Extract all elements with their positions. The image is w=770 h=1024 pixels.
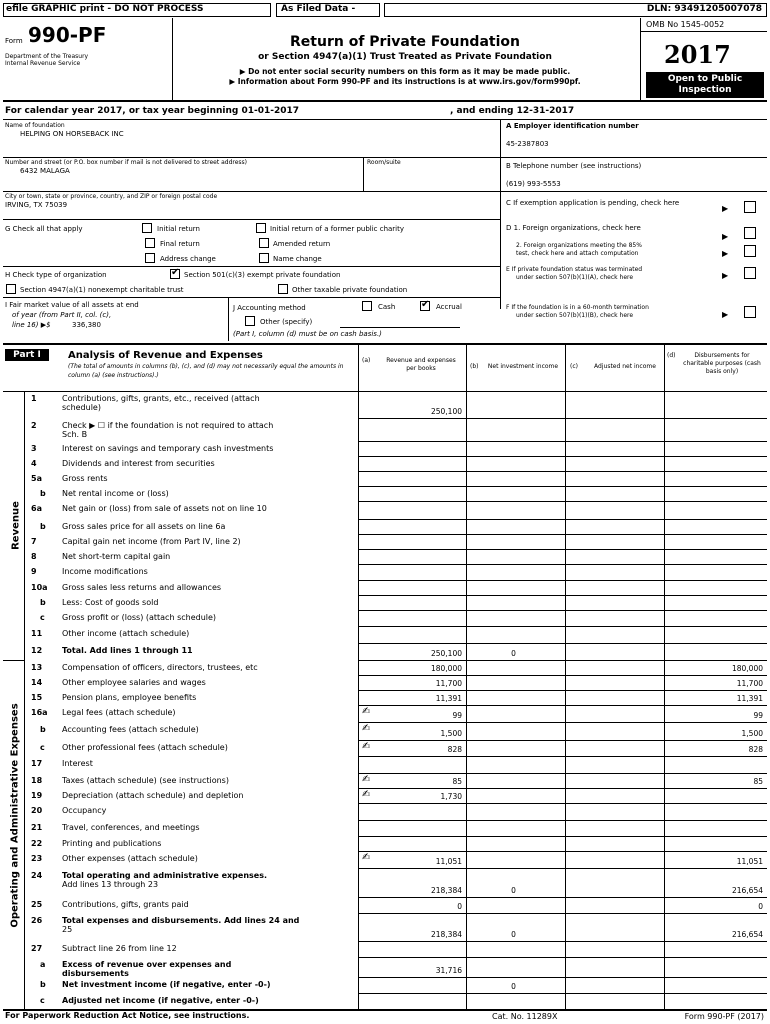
row-line <box>358 756 767 757</box>
row-line <box>358 595 767 596</box>
accrual-checkbox[interactable] <box>420 301 430 311</box>
attachment-icon[interactable]: ✍ <box>362 852 371 863</box>
row-label: Other employee salaries and wages <box>62 678 206 687</box>
cell-d: 216,654 <box>731 930 763 939</box>
room-label: Room/suite <box>367 159 401 166</box>
row-number: 22 <box>31 839 43 848</box>
row-number: 6a <box>31 504 42 513</box>
row-number: 24 <box>31 871 43 880</box>
row-label: Interest <box>62 759 93 768</box>
info-note: ▶ Information about Form 990-PF and its instructions is at www.irs.gov/form990pf. <box>229 77 581 86</box>
banner-left-text: efile GRAPHIC print - DO NOT PROCESS <box>6 4 204 14</box>
row-number: 25 <box>31 900 43 909</box>
row-line <box>358 941 767 942</box>
row-line <box>358 501 767 502</box>
row-label: Excess of revenue over expenses and <box>62 960 232 969</box>
cell-b: 0 <box>511 649 516 658</box>
city-label: City or town, state or province, country, and ZIP or foreign postal code <box>5 193 218 200</box>
dln-number: DLN: 93491205007078 <box>646 4 762 14</box>
row-line <box>358 740 767 741</box>
other-taxable-checkbox[interactable] <box>278 284 288 294</box>
row-label: Income modifications <box>62 567 148 576</box>
fmv-label-3: line 16) ▶$ <box>12 321 51 329</box>
row-number: 12 <box>31 646 43 655</box>
banner-mid-text: As Filed Data - <box>281 4 356 14</box>
row-line <box>358 977 767 978</box>
cell-a: 85 <box>452 777 462 786</box>
acct-method-label: J Accounting method <box>233 304 306 312</box>
cell-b: 0 <box>511 886 516 895</box>
row-label-cont: schedule) <box>62 403 101 412</box>
row-label: Net gain or (loss) from sale of assets not on line 10 <box>62 504 267 513</box>
f-label-1: F If the foundation is in a 60-month termination <box>506 304 649 311</box>
footer-cat: Cat. No. 11289X <box>492 1012 558 1021</box>
row-number: 5a <box>31 474 42 483</box>
final-return-checkbox[interactable] <box>145 238 155 248</box>
row-label: Travel, conferences, and meetings <box>62 823 200 832</box>
arrow-c-icon: ▶ <box>722 204 729 213</box>
row-label: Other income (attach schedule) <box>62 629 190 638</box>
row-label: Contributions, gifts, grants, etc., received (attach <box>62 394 260 403</box>
final-return-label: Final return <box>160 240 200 248</box>
initial-former-checkbox[interactable] <box>256 223 266 233</box>
row-label: Net investment income (if negative, enter -0-) <box>62 980 271 989</box>
d1-label: D 1. Foreign organizations, check here <box>506 224 641 232</box>
row-number: 13 <box>31 663 43 672</box>
row-label: Subtract line 26 from line 12 <box>62 944 177 953</box>
cell-d: 11,700 <box>736 679 763 688</box>
row-label: Gross rents <box>62 474 108 483</box>
cell-a: 218,384 <box>430 930 462 939</box>
row-line <box>358 788 767 789</box>
arrow-d2-icon: ▶ <box>722 249 729 258</box>
row-line <box>358 519 767 520</box>
calendar-line <box>3 119 767 120</box>
cell-a: 99 <box>452 711 462 720</box>
fmv-label-1: I Fair market value of all assets at end <box>5 301 139 309</box>
row-line <box>358 456 767 457</box>
row-line <box>358 610 767 611</box>
ein-value: 45-2387803 <box>506 140 549 148</box>
cell-d: 180,000 <box>731 664 763 673</box>
row-label: Capital gain net income (from Part IV, line 2) <box>62 537 241 546</box>
row-number: 8 <box>31 552 37 561</box>
name-change-label: Name change <box>273 255 322 263</box>
row-number: b <box>40 522 46 531</box>
row-line <box>358 675 767 676</box>
row-number: b <box>40 489 46 498</box>
row-line <box>358 993 767 994</box>
row-label: Depreciation (attach schedule) and depletion <box>62 791 244 800</box>
open-public-badge <box>646 72 764 98</box>
row-label: Other professional fees (attach schedule) <box>62 743 228 752</box>
form-name: 990-PF <box>28 23 107 47</box>
ein-label: A Employer identification number <box>506 122 639 130</box>
side-expenses-label: Operating and Administrative Expenses <box>9 703 21 928</box>
cell-a: 31,716 <box>435 966 462 975</box>
org-line-3 <box>3 219 500 220</box>
initial-return-checkbox[interactable] <box>142 223 152 233</box>
cell-a: 1,500 <box>440 729 462 738</box>
row-line <box>358 660 767 661</box>
row-line <box>358 803 767 804</box>
arrow-f-icon: ▶ <box>722 310 729 319</box>
amended-return-label: Amended return <box>273 240 331 248</box>
other-method-checkbox[interactable] <box>245 316 255 326</box>
row-number: 1 <box>31 394 37 403</box>
row-label: Interest on savings and temporary cash investments <box>62 444 274 453</box>
accrual-label: Accrual <box>436 303 462 311</box>
initial-return-label: Initial return <box>157 225 200 233</box>
col-c-header: Adjusted net income <box>594 363 656 370</box>
col-b-header: Net investment income <box>487 363 559 370</box>
cell-b: 0 <box>511 930 516 939</box>
row-label: Less: Cost of goods sold <box>62 598 159 607</box>
row-label-cont: disbursements <box>62 969 129 978</box>
row-number: 9 <box>31 567 37 576</box>
row-line <box>358 722 767 723</box>
address-change-label: Address change <box>160 255 216 263</box>
row-label: Dividends and interest from securities <box>62 459 215 468</box>
trust-checkbox[interactable] <box>6 284 16 294</box>
phone-label: B Telephone number (see instructions) <box>506 162 642 170</box>
row-number: 4 <box>31 459 37 468</box>
row-number: 11 <box>31 629 43 638</box>
row-number: 20 <box>31 806 43 815</box>
footer-form: Form 990-PF (2017) <box>684 1012 764 1021</box>
org-name-label: Name of foundation <box>5 122 65 129</box>
form-subtitle: or Section 4947(a)(1) Trust Treated as Private Foundation <box>258 52 552 62</box>
attachment-icon[interactable]: ✍ <box>362 789 371 800</box>
phone-value: (619) 993-5553 <box>506 180 561 188</box>
cash-basis-note: (Part I, column (d) must be on cash basis.) <box>233 330 382 338</box>
row-line <box>358 580 767 581</box>
row-number: 14 <box>31 678 43 687</box>
row-label: Printing and publications <box>62 839 162 848</box>
d2-label-b: test, check here and attach computation <box>516 250 639 257</box>
row-label: Total. Add lines 1 through 11 <box>62 646 193 655</box>
cell-d: 0 <box>758 902 763 911</box>
form-title: Return of Private Foundation <box>290 34 520 50</box>
cell-d: 216,654 <box>731 886 763 895</box>
cell-a: 11,391 <box>435 694 462 703</box>
row-label: Net short-term capital gain <box>62 552 171 561</box>
row-line <box>358 626 767 627</box>
status-terminated-checkbox[interactable] <box>744 267 756 279</box>
street-value: 6432 MALAGA <box>20 167 70 175</box>
omb-number: OMB No 1545-0052 <box>646 20 725 29</box>
row-line <box>358 643 767 644</box>
row-line <box>358 471 767 472</box>
exemption-label: C If exemption application is pending, check here <box>506 199 680 207</box>
col-d-tag: (d) <box>667 352 676 359</box>
cell-a: 218,384 <box>430 886 462 895</box>
cash-label: Cash <box>378 303 396 311</box>
col-a-tag: (a) <box>362 357 371 364</box>
attachment-icon[interactable]: ✍ <box>362 723 371 734</box>
c3-label: Section 501(c)(3) exempt private foundation <box>184 271 341 279</box>
part1-top-line <box>3 343 767 345</box>
side-divider <box>24 391 25 1009</box>
irs-label: Internal Revenue Service <box>5 60 81 67</box>
cell-a: 0 <box>457 902 462 911</box>
row-number: 27 <box>31 944 43 953</box>
row-number: 26 <box>31 916 43 925</box>
arrow-e-icon: ▶ <box>722 271 729 280</box>
row-label: Net rental income or (loss) <box>62 489 169 498</box>
row-line <box>358 564 767 565</box>
row-line <box>358 549 767 550</box>
col-a-header: Revenue and expenses per books <box>386 357 456 372</box>
check-g-label: G Check all that apply <box>5 225 83 233</box>
c3-checkbox[interactable] <box>170 269 180 279</box>
trust-label: Section 4947(a)(1) nonexempt charitable trust <box>20 286 184 294</box>
row-number: 17 <box>31 759 43 768</box>
row-number: 3 <box>31 444 37 453</box>
col-b-tag: (b) <box>470 363 479 370</box>
row-number: 7 <box>31 537 37 546</box>
other-method-label: Other (specify) <box>260 318 313 326</box>
row-label: Gross sales less returns and allowances <box>62 583 222 592</box>
d2-label-a: 2. Foreign organizations meeting the 85% <box>516 242 642 249</box>
row-number: 16a <box>31 708 48 717</box>
ij-divider <box>228 297 229 341</box>
row-line <box>358 773 767 774</box>
row-label: Total expenses and disbursements. Add lines 24 and <box>62 916 300 925</box>
cell-d: 85 <box>753 777 763 786</box>
row-label: Gross sales price for all assets on line 6a <box>62 522 226 531</box>
col-b-left <box>466 343 467 1009</box>
header-bottom-line <box>3 100 767 102</box>
part1-title-note: (The total of amounts in columns (b), (c), and (d) may not necessarily equal the amounts in column (a) (see instructions).) <box>68 363 344 379</box>
check-h-label: H Check type of organization <box>5 271 107 279</box>
dept-treasury: Department of the Treasury <box>5 53 89 60</box>
cell-d: 1,500 <box>741 729 763 738</box>
h-line-top <box>3 266 500 267</box>
org-line-2 <box>3 191 767 192</box>
omb-line <box>640 31 767 32</box>
other-taxable-label: Other taxable private foundation <box>292 286 408 294</box>
name-change-checkbox[interactable] <box>259 253 269 263</box>
col-c-left <box>565 343 566 1009</box>
row-label: Accounting fees (attach schedule) <box>62 725 199 734</box>
col-d-header: Disbursements for charitable purposes (cash basis only) <box>683 352 761 375</box>
row-label: Compensation of officers, directors, trustees, etc <box>62 663 258 672</box>
row-label: Other expenses (attach schedule) <box>62 854 198 863</box>
row-label: Check ▶ ☐ if the foundation is not required to attach <box>62 421 274 430</box>
city-value: IRVING, TX 75039 <box>5 201 68 209</box>
foreign-85-checkbox[interactable] <box>744 245 756 257</box>
row-label: Contributions, gifts, grants paid <box>62 900 189 909</box>
cell-d: 99 <box>753 711 763 720</box>
row-line <box>358 418 767 419</box>
h-line-bottom <box>3 297 500 298</box>
cell-a: 828 <box>447 745 462 754</box>
row-number: 19 <box>31 791 43 800</box>
row-line <box>358 957 767 958</box>
row-number: 15 <box>31 693 43 702</box>
row-number: 2 <box>31 421 37 430</box>
cell-a: 1,730 <box>440 792 462 801</box>
side-revenue-label: Revenue <box>10 501 22 550</box>
row-line <box>358 441 767 442</box>
form-prefix: Form <box>5 37 23 45</box>
row-number: c <box>40 743 45 752</box>
row-line <box>358 705 767 706</box>
ssn-note: ▶ Do not enter social security numbers on this form as it may be made public. <box>239 67 571 76</box>
cell-d: 11,391 <box>736 694 763 703</box>
amended-return-checkbox[interactable] <box>259 238 269 248</box>
initial-former-label: Initial return of a former public charity <box>270 225 405 233</box>
row-line <box>358 897 767 898</box>
calendar-begin: For calendar year 2017, or tax year beginning 01-01-2017 <box>5 106 300 116</box>
row-label: Taxes (attach schedule) (see instructions) <box>62 776 229 785</box>
row-label: Total operating and administrative expenses. <box>62 871 267 880</box>
f-label-2: under section 507(b)(1)(B), check here <box>516 312 634 319</box>
calendar-end: , and ending 12-31-2017 <box>450 106 575 116</box>
row-number: b <box>40 598 46 607</box>
street-label: Number and street (or P.O. box number if mail is not delivered to street address) <box>5 159 248 166</box>
part1-tag <box>5 349 49 361</box>
row-line <box>358 534 767 535</box>
room-divider <box>363 157 364 191</box>
fmv-label-2: of year (from Part II, col. (c), <box>12 311 112 319</box>
row-line <box>358 486 767 487</box>
row-number: c <box>40 996 45 1005</box>
side-split <box>3 660 24 661</box>
row-line <box>358 868 767 869</box>
attachment-icon[interactable]: ✍ <box>362 741 371 752</box>
cell-a: 180,000 <box>430 664 462 673</box>
org-divider <box>500 119 501 309</box>
row-number: 10a <box>31 583 48 592</box>
org-line-1 <box>3 157 767 158</box>
address-change-checkbox[interactable] <box>145 253 155 263</box>
row-number: b <box>40 980 46 989</box>
row-number: a <box>40 960 46 969</box>
cell-d: 11,051 <box>736 857 763 866</box>
row-line <box>358 820 767 821</box>
row-label: Pension plans, employee benefits <box>62 693 197 702</box>
row-label: Legal fees (attach schedule) <box>62 708 176 717</box>
fmv-value: 336,380 <box>72 321 101 329</box>
row-number: b <box>40 725 46 734</box>
row-number: 21 <box>31 823 43 832</box>
org-name: HELPING ON HORSEBACK INC <box>20 130 124 138</box>
tax-year: 2017 <box>664 40 731 69</box>
cell-b: 0 <box>511 982 516 991</box>
cash-checkbox[interactable] <box>362 301 372 311</box>
row-label-cont: Add lines 13 through 23 <box>62 880 159 889</box>
row-number: c <box>40 613 45 622</box>
part1-tag-text: Part I <box>13 350 41 360</box>
open-public-text: Open to Public Inspection <box>667 74 743 95</box>
col-c-tag: (c) <box>570 363 578 370</box>
e-label-2: under section 507(b)(1)(A), check here <box>516 274 634 281</box>
row-label-cont: Sch. B <box>62 430 88 439</box>
exemption-pending-checkbox[interactable] <box>744 201 756 213</box>
cell-a: 11,700 <box>435 679 462 688</box>
attachment-icon[interactable]: ✍ <box>362 706 371 717</box>
arrow-d1-icon: ▶ <box>722 232 729 241</box>
foreign-org-checkbox[interactable] <box>744 227 756 239</box>
e-label-1: E If private foundation status was terminated <box>506 266 643 273</box>
cell-a: 11,051 <box>435 857 462 866</box>
other-specify-line <box>340 327 460 328</box>
row-line <box>358 913 767 914</box>
row-label-cont: 25 <box>62 925 73 934</box>
row-number: 18 <box>31 776 43 785</box>
row-line <box>358 851 767 852</box>
cell-d: 828 <box>748 745 763 754</box>
part1-title: Analysis of Revenue and Expenses <box>68 350 263 361</box>
row-label: Gross profit or (loss) (attach schedule) <box>62 613 217 622</box>
cell-a: 250,100 <box>430 407 462 416</box>
footer-paperwork: For Paperwork Reduction Act Notice, see instructions. <box>5 1011 250 1020</box>
row-number: 23 <box>31 854 43 863</box>
row-line <box>358 690 767 691</box>
sixty-month-checkbox[interactable] <box>744 306 756 318</box>
attachment-icon[interactable]: ✍ <box>362 774 371 785</box>
row-label: Adjusted net income (if negative, enter -0-) <box>62 996 259 1005</box>
part1-head-bottom <box>3 391 767 392</box>
row-line <box>358 836 767 837</box>
cell-a: 250,100 <box>430 649 462 658</box>
row-label: Occupancy <box>62 806 107 815</box>
